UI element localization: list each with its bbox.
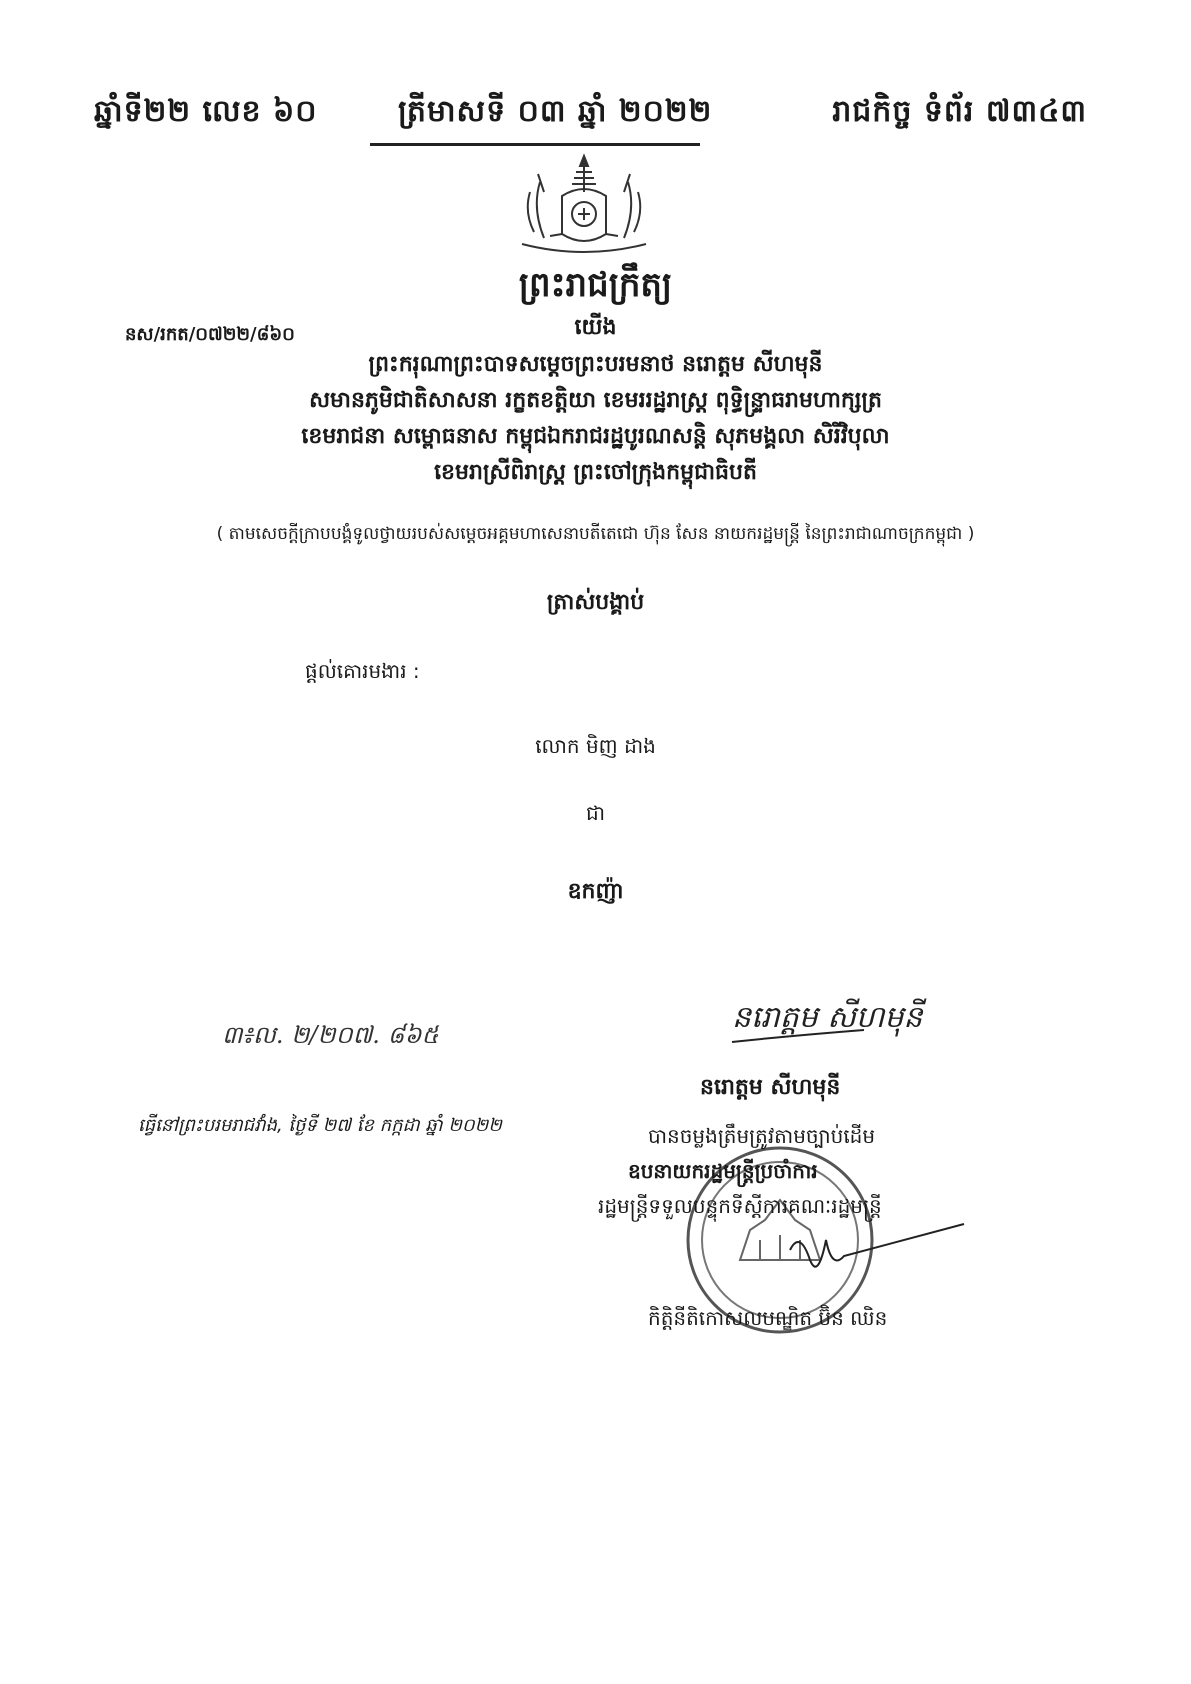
date-line: ធ្វើនៅព្រះបរមរាជវាំង, ថ្ងៃទី ២៧ ខែ កក្កដា ឆ្នាំ ២០២២: [138, 1115, 502, 1136]
certified-copy-label: បានចម្លងត្រឹមត្រូវតាមច្បាប់ដើម: [648, 1124, 876, 1148]
king-signature: នរោត្តម សីហមុនី: [732, 1000, 923, 1035]
decree-heading: ត្រាស់បង្គាប់: [546, 590, 645, 615]
granted-title: ឧកញ៉ា: [567, 879, 624, 904]
gazette-issue: ឆ្នាំទី២២ លេខ ៦០: [94, 94, 318, 129]
king-title-line-2: សមានភូមិជាតិសាសនា រក្ខតខត្តិយា ខេមររដ្ឋរាស្ត្រ ពុទ្ធិន្ទ្រាធរាមហាក្សត្រ: [309, 388, 882, 413]
king-title-line-1: ព្រះករុណាព្រះបាទសម្ដេចព្រះបរមនាថ នរោត្តម សីហមុនី: [368, 352, 823, 377]
signature-stroke: [728, 1024, 868, 1048]
deputy-pm-label: ឧបនាយករដ្ឋមន្ត្រីប្រចាំការ: [628, 1159, 818, 1183]
gazette-quarter: ត្រីមាសទី ០៣ ឆ្នាំ ២០២២: [398, 94, 713, 129]
as-label: ជា: [585, 801, 606, 825]
minister-label: រដ្ឋមន្ត្រីទទួលបន្ទុកទីស្តីការគណៈរដ្ឋមន្ត្រី: [598, 1194, 882, 1218]
proposal-note: ( តាមសេចក្តីក្រាបបង្គំទូលថ្វាយរបស់សម្តេចអគ្គមហាសេនាបតីតេជោ ហ៊ុន សែន នាយករដ្ឋមន្ត្រី នៃព្រះរាជាណាចក្រកម្ពុជា ): [216, 524, 975, 544]
king-title-line-3: ខេមរាជនា សម្ពោធនាស កម្ពុជឯករាជរដ្ឋបូរណសន្តិ សុភមង្គលា សិរីវិបុលា: [301, 424, 890, 449]
recipient-name: លោក មិញ ដាង: [535, 734, 656, 758]
document-title: ព្រះរាជក្រឹត្យ: [518, 265, 673, 305]
reference-number: នស/រកត/០៧២២/៨៦០: [125, 324, 295, 345]
handwritten-reference: ៣៖ល. ២/២០៧. ៨៦៥: [222, 1021, 439, 1049]
king-title-line-4: ខេមរាស្រីពិរាស្ត្រ ព្រះចៅក្រុងកម្ពុជាធិបតី: [434, 460, 757, 485]
header-underline: [370, 143, 700, 146]
we-label: យើង: [574, 315, 617, 340]
grant-label: ផ្ដល់គោរមងារ :: [305, 659, 420, 683]
countersigner-name: កិត្តិនីតិកោសលបណ្ឌិត ប៊ិន ឈិន: [648, 1306, 888, 1330]
royal-coat-of-arms-icon: [510, 152, 658, 256]
king-name: នរោត្តម សីហមុនី: [700, 1075, 841, 1100]
countersign-signature: [780, 1220, 970, 1290]
gazette-page: រាជកិច្ច ទំព័រ ៧៣៤៣: [832, 94, 1087, 129]
